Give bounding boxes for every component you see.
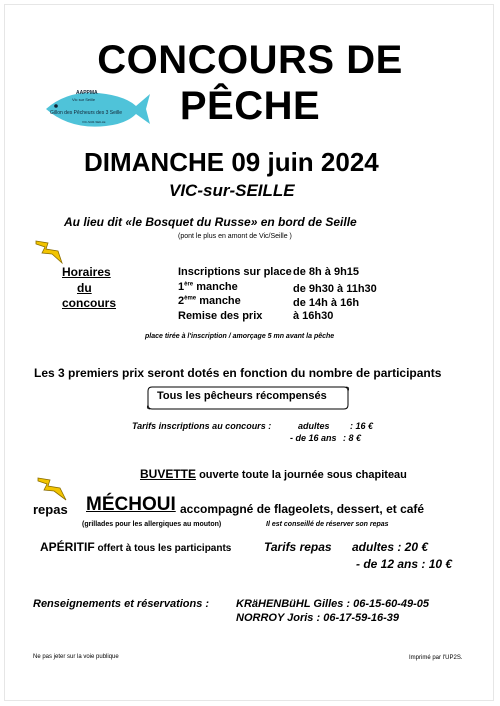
event-town: VIC-sur-SEILLE [169,181,295,200]
footer-left: Ne pas jeter sur la voie publique [33,654,119,660]
logo-line-2: Vic sur Seille [72,97,96,102]
event-date: DIMANCHE 09 juin 2024 [84,147,379,177]
tarifs-adults: adultes [298,421,330,431]
logo-name: AAPPMA [76,90,98,96]
schedule-row-3-time: de 14h à 16h [293,297,360,309]
lightning-icon [34,239,64,265]
event-place: Au lieu dit «le Bosquet du Russe» en bord de Seille [64,215,357,229]
contact-label: Renseignements et réservations : [33,598,210,610]
title-line-1: CONCOURS DE [97,38,403,82]
aperitif-kids: - de 12 ans : 10 € [356,557,453,571]
schedule-heading-1: Horaires [62,265,111,279]
contact-2: NORROY Joris : 06-17-59-16-39 [236,612,400,624]
mechoui-word: MÉCHOUI [86,494,176,515]
tarifs-kids: - de 16 ans [290,433,337,443]
aappma-logo [40,86,152,132]
repas-word: repas [33,502,68,517]
schedule-row-3-label: 2ème manche [178,295,241,307]
schedule-note: place tirée à l'inscription / amorçage 5 mn avant la pêche [145,333,335,340]
schedule-heading-3: concours [62,296,117,310]
aperitif-adults: adultes : 20 € [352,540,429,554]
schedule-row-4-label: Remise des prix [178,310,263,322]
prizes-banner-text: Tous les pêcheurs récompensés [157,390,327,402]
tarifs-adults-price: : 16 € [350,421,374,431]
event-place-note: (pont le plus en amont de Vic/Seille ) [178,233,292,240]
schedule-heading-2: du [77,281,92,295]
contact-1: KRäHENBüHL Gilles : 06-15-60-49-05 [236,598,429,610]
schedule-row-4-time: à 16h30 [293,310,334,322]
tarifs-label: Tarifs inscriptions au concours : [132,421,272,431]
title-line-2: PÊCHE [179,84,321,128]
tarifs-kids-price: : 8 € [343,433,362,443]
repas-note-1: (grillades pour les allergiques au mouton) [82,521,222,528]
schedule-row-1-time: de 8h à 9h15 [293,266,360,278]
logo-line-3: Gillon des Pêcheurs des 3 Seille [50,110,122,116]
prizes-text: Les 3 premiers prix seront dotés en fonction du nombre de participants [34,366,442,380]
schedule-row-2-label: 1ère manche [178,281,238,293]
buvette-line: BUVETTE ouverte toute la journée sous chapiteau [140,467,407,481]
logo-small: VIC-SUR-SEILLE [82,120,106,124]
aperitif-tarif-label: Tarifs repas [264,540,332,554]
aperitif-line: APÉRITIF offert à tous les participants [40,540,232,554]
schedule-row-2-time: de 9h30 à 11h30 [293,283,377,295]
lightning-icon [36,476,68,502]
schedule-row-1-label: Inscriptions sur place [178,266,292,278]
footer-right: Imprimé par l'UP2S. [409,655,463,661]
prizes-banner [146,383,350,411]
repas-note-2: Il est conseillé de réserver son repas [266,521,389,528]
repas-rest: accompagné de flageolets, dessert, et café [180,502,425,516]
